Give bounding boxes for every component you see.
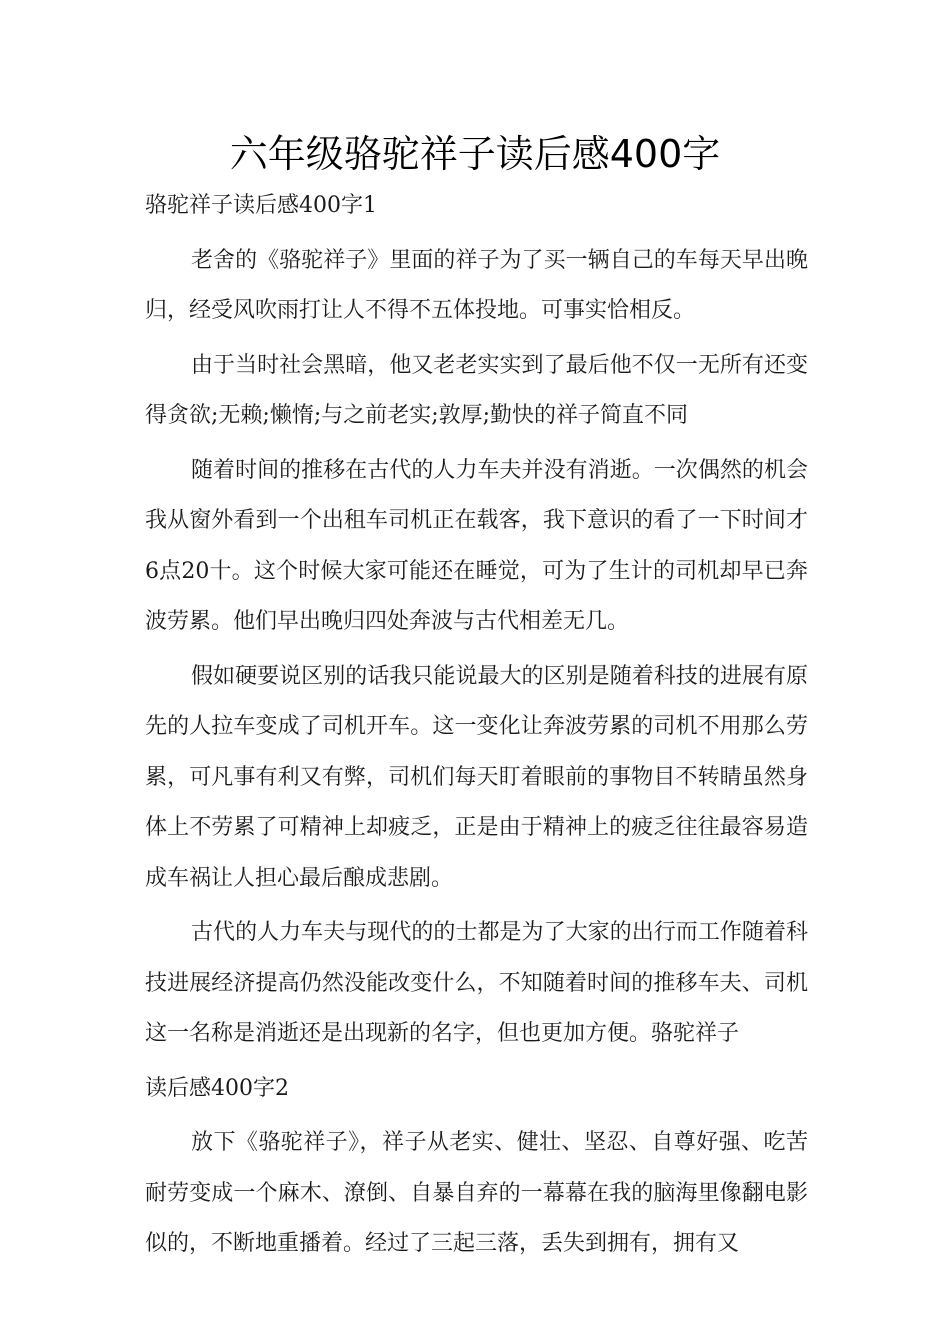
paragraph: 由于当时社会黑暗，他又老老实实到了最后他不仅一无所有还变得贪欲;无赖;懒惰;与之前老实;敦厚;勤快的祥子简直不同 <box>145 352 808 428</box>
paragraph: 古代的人力车夫与现代的的士都是为了大家的出行而工作随着科技进展经济提高仍然没能改变什么，不知随着时间的推移车夫、司机这一名称是消逝还是出现新的名字，但也更加方便。骆驼祥子 <box>145 920 808 1046</box>
section-heading-2: 读后感400字2 <box>145 1075 289 1101</box>
document-title: 六年级骆驼祥子读后感400字 <box>229 132 721 176</box>
section-heading-1: 骆驼祥子读后感400字1 <box>145 193 377 218</box>
paragraph: 放下《骆驼祥子》，祥子从老实、健壮、坚忍、自尊好强、吃苦耐劳变成一个麻木、潦倒、自暴自弃的一幕幕在我的脑海里像翻电影似的，不断地重播着。经过了三起三落，丢失到拥有，拥有又 <box>145 1130 808 1256</box>
paragraph: 假如硬要说区别的话我只能说最大的区别是随着科技的进展有原先的人拉车变成了司机开车。这一变化让奔波劳累的司机不用那么劳累，可凡事有利又有弊，司机们每天盯着眼前的事物目不转睛虽然身体上不劳累了可精神上却疲乏，正是由于精神上的疲乏往往最容易造成车祸让人担心最后酿成悲剧。 <box>145 663 808 891</box>
paragraph: 随着时间的推移在古代的人力车夫并没有消逝。一次偶然的机会我从窗外看到一个出租车司机正在载客，我下意识的看了一下时间才6点20十。这个时候大家可能还在睡觉，可为了生计的司机却早已奔波劳累。他们早出晚归四处奔波与古代相差无几。 <box>145 457 808 634</box>
document-body <box>145 181 808 1274</box>
paragraph: 老舍的《骆驼祥子》里面的祥子为了买一辆自己的车每天早出晚归，经受风吹雨打让人不得不五体投地。可事实恰相反。 <box>145 247 808 323</box>
